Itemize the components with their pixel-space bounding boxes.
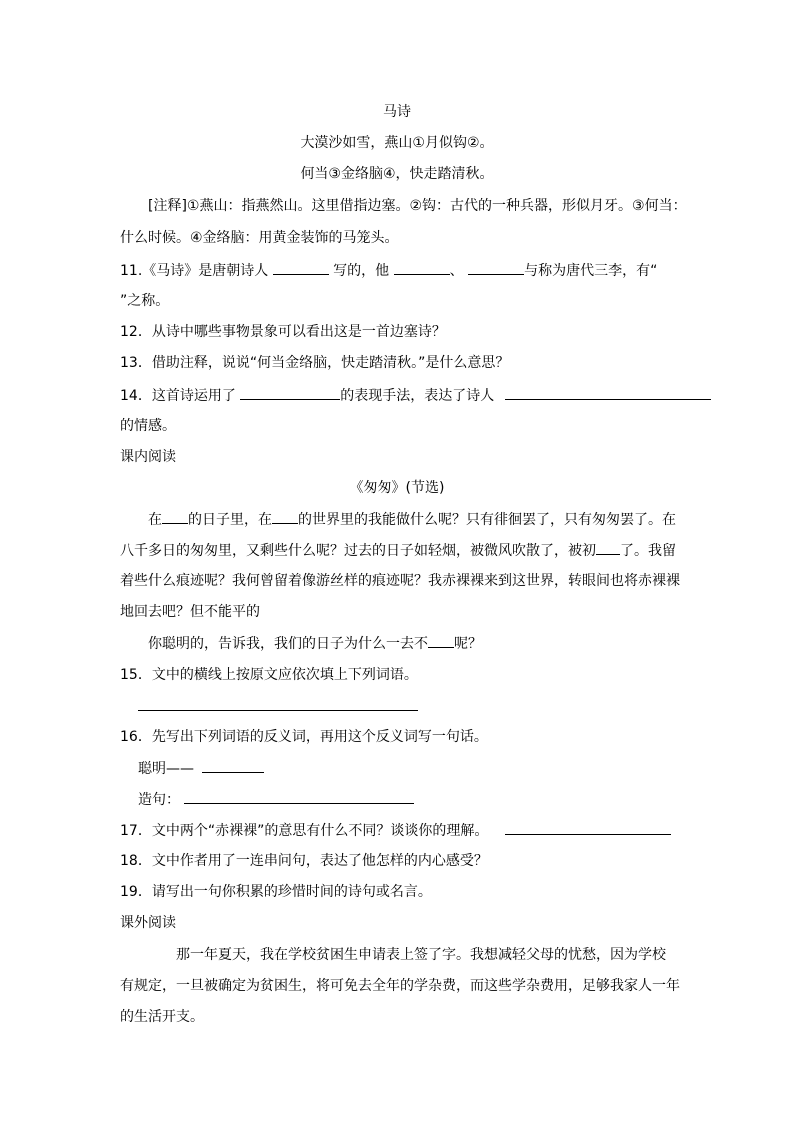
passage-line-4: 地回去吧？但不能平的: [120, 604, 260, 620]
passage-blank-2[interactable]: [272, 509, 298, 524]
q11-text-2: 写的，他: [333, 263, 390, 279]
passage-blank-4[interactable]: [428, 633, 454, 648]
question-11: [120, 260, 676, 281]
passage-line-2: [120, 540, 676, 561]
q14-blank-emotion[interactable]: [505, 385, 711, 400]
question-18: 18．文中作者用了一连串问句，表达了他怎样的内心感受？: [120, 853, 488, 869]
poem-note-line-1: [注释]①燕山：指燕然山。这里借指边塞。②钩：古代的一种兵器，形似月牙。③何当：: [148, 198, 687, 214]
q16-sentence-row: [138, 789, 676, 810]
passage-text-1a: 在: [148, 512, 162, 528]
extra-line-1: 那一年夏天，我在学校贫困生申请表上签了字。我想减轻父母的忧愁，因为学校: [176, 947, 666, 963]
q16-word: 聪明——: [138, 761, 194, 777]
q11-text-4: 与称为唐代三李，有“: [524, 263, 658, 279]
poem-line-1: 大漠沙如雪，燕山①月似钩②。: [300, 135, 494, 151]
question-14-line-2: 的情感。: [120, 418, 176, 434]
q11-blank-poet-3[interactable]: [468, 260, 524, 275]
passage-paragraph-2: [148, 633, 676, 654]
q14-text-1: 14．这首诗运用了: [120, 388, 236, 404]
poem-note-line-2: 什么时候。④金络脑：用黄金装饰的马笼头。: [120, 230, 399, 246]
section-in-class-reading: 课内阅读: [120, 449, 176, 465]
q11-blank-poet[interactable]: [273, 260, 329, 275]
passage-text-p2b: 呢？: [454, 636, 482, 652]
poem-title: 马诗: [383, 104, 411, 120]
question-16: 16．先写出下列词语的反义词，再用这个反义词写一句话。: [120, 729, 488, 745]
passage-text-2: 八千多日的匆匆里，又剩些什么呢？过去的日子如轻烟，被微风吹散了，被初: [120, 543, 596, 559]
passage-text-1b: 的日子里，在: [188, 512, 272, 528]
q11-text-1: 11.《马诗》是唐朝诗人: [120, 263, 269, 279]
passage-blank-3[interactable]: [596, 540, 620, 555]
extra-line-3: 的生活开支。: [120, 1009, 204, 1025]
passage-text-p2a: 你聪明的，告诉我，我们的日子为什么一去不: [148, 636, 428, 652]
q16-sentence-blank[interactable]: [184, 789, 414, 804]
extra-line-2: 有规定，一旦被确定为贫困生，将可免去全年的学杂费，而这些学杂费用，足够我家人一年: [120, 978, 680, 994]
passage-text-1c: 的世界里的我能做什么呢？只有徘徊罢了，只有匆匆罢了。在: [298, 512, 676, 528]
q14-text-2: 的表现手法，表达了诗人: [340, 388, 495, 404]
question-15: 15．文中的横线上按原文应依次填上下列词语。: [120, 667, 418, 683]
q15-answer-line[interactable]: [138, 696, 418, 711]
question-12: 12．从诗中哪些事物景象可以看出这是一首边塞诗？: [120, 324, 446, 340]
poem-line-2: 何当③金络脑④，快走踏清秋。: [300, 166, 494, 182]
question-14: [120, 385, 676, 406]
question-17: [120, 820, 676, 841]
question-13: 13．借助注释，说说“何当金络脑，快走踏清秋。”是什么意思？: [120, 355, 510, 371]
q14-blank-technique[interactable]: [240, 385, 340, 400]
q11-blank-poet-2[interactable]: [394, 260, 450, 275]
passage-blank-1[interactable]: [162, 509, 188, 524]
passage-text-2-end: 了。我留: [620, 543, 676, 559]
passage-line-1: [148, 509, 676, 530]
q16-sentence-label: 造句：: [138, 792, 180, 808]
q17-answer-blank[interactable]: [505, 820, 671, 835]
passage-title: 《匆匆》(节选): [349, 480, 445, 496]
passage-line-3: 着些什么痕迹呢？我何曾留着像游丝样的痕迹呢？我赤裸裸来到这世界，转眼间也将赤裸裸: [120, 573, 680, 589]
question-11-line-2: ”之称。: [120, 293, 170, 309]
section-extra-reading: 课外阅读: [120, 915, 176, 931]
q16-antonym-row: [138, 758, 676, 779]
q16-antonym-blank[interactable]: [202, 758, 264, 773]
q11-text-3: 、: [449, 263, 464, 279]
q17-text: 17．文中两个“赤裸裸”的意思有什么不同？谈谈你的理解。: [120, 823, 489, 839]
question-19: 19．请写出一句你积累的珍惜时间的诗句或名言。: [120, 884, 432, 900]
